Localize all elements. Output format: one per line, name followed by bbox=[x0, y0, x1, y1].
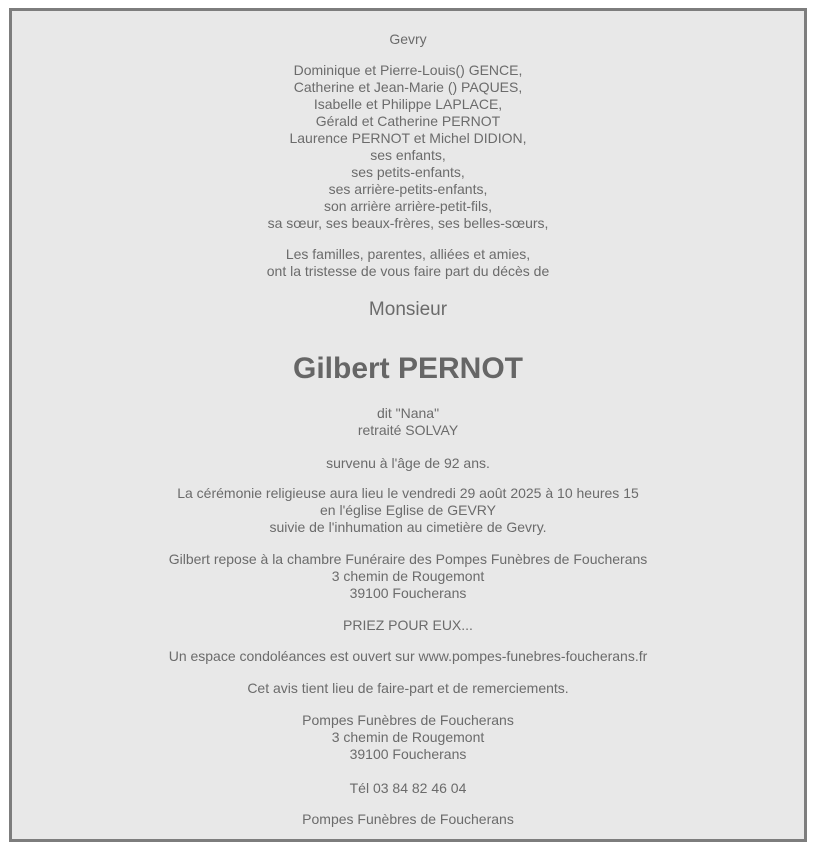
family-line: ses petits-enfants, bbox=[351, 164, 465, 180]
age-line: survenu à l'âge de 92 ans. bbox=[326, 455, 490, 471]
family-line: Catherine et Jean-Marie () PAQUES, bbox=[293, 79, 523, 95]
location-line: Gevry bbox=[389, 31, 427, 47]
family-line: sa sœur, ses beaux-frères, ses belles-sœurs, bbox=[267, 215, 549, 231]
phone-line: Tél 03 84 82 46 04 bbox=[349, 780, 467, 796]
announcement-intro: Les familles, parentes, alliées et amies, ont la tristesse de vous faire part du décès de bbox=[266, 246, 550, 279]
family-line: Dominique et Pierre-Louis() GENCE, bbox=[293, 62, 523, 78]
prayer-line: PRIEZ POUR EUX... bbox=[343, 617, 473, 633]
obituary-notice bbox=[9, 8, 807, 842]
resting-place-info: Gilbert repose à la chambre Funéraire des Pompes Funèbres de Foucherans 3 chemin de Rougemont 39100 Foucherans bbox=[168, 551, 648, 601]
footer-signature: Pompes Funèbres de Foucherans bbox=[302, 811, 514, 827]
family-list bbox=[12, 62, 804, 232]
condolences-line: Un espace condoléances est ouvert sur www.pompes-funebres-foucherans.fr bbox=[168, 648, 648, 664]
family-line: son arrière arrière-petit-fils, bbox=[323, 198, 493, 214]
family-line: Laurence PERNOT et Michel DIDION, bbox=[289, 130, 527, 146]
acknowledgement-line: Cet avis tient lieu de faire-part et de remerciements. bbox=[247, 680, 569, 696]
family-line: Isabelle et Philippe LAPLACE, bbox=[313, 96, 503, 112]
funeral-home-address: Pompes Funèbres de Foucherans 3 chemin de Rougemont 39100 Foucherans bbox=[302, 712, 514, 762]
family-line: Gérald et Catherine PERNOT bbox=[315, 113, 501, 129]
family-line: ses enfants, bbox=[370, 147, 446, 163]
family-line: ses arrière-petits-enfants, bbox=[328, 181, 488, 197]
honorific-title: Monsieur bbox=[368, 299, 448, 320]
ceremony-info: La cérémonie religieuse aura lieu le vendredi 29 août 2025 à 10 heures 15 en l'église Eglise de GEVRY suivie de l'inhumation au cimetière de Gevry. bbox=[177, 485, 639, 535]
deceased-alias: dit "Nana" retraité SOLVAY bbox=[357, 405, 459, 438]
deceased-name: Gilbert PERNOT bbox=[292, 352, 524, 385]
